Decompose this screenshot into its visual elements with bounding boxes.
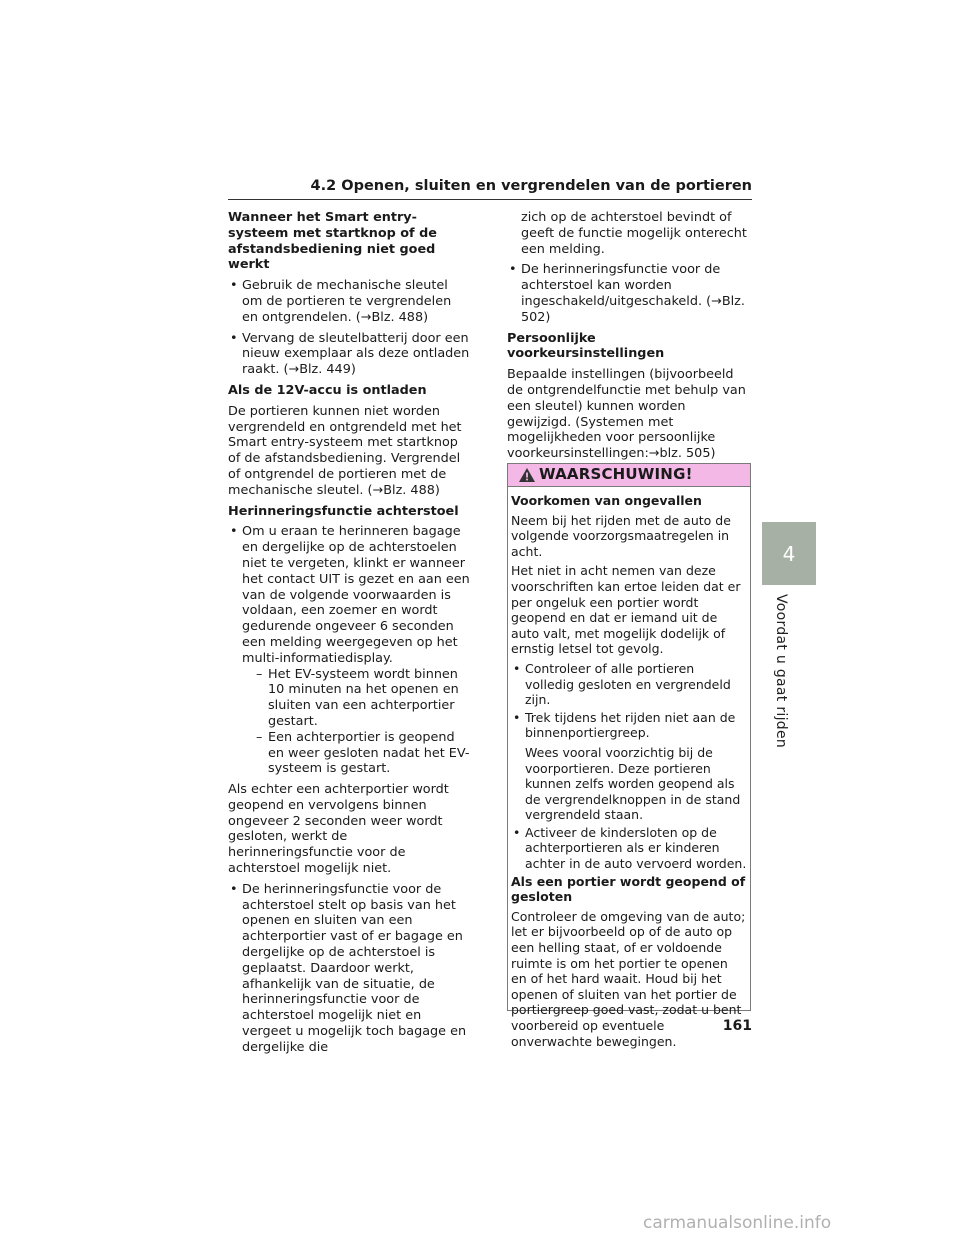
continued-text: zich op de achterstoel bevindt of geeft de functie mogelijk onterecht een melding. — [521, 210, 747, 257]
heading-personal-settings: Persoonlijke voorkeursinstellingen — [507, 330, 665, 362]
chapter-label: Voordat u gaat rijden — [773, 594, 789, 749]
heading-rear-seat-reminder: Herinneringsfunctie achterstoel — [228, 503, 459, 519]
smart-entry-list — [228, 278, 470, 378]
list-item: • De herinneringsfunctie voor de achterstoel stelt op basis van het openen en sluiten van een achterportier vast of er bagage en dergelijke op de achterstoel is geplaatst. Daardoor werkt, afhankelijk van de situatie, de herinneringsfunctie voor de achterstoel mogelijk niet en vergeet u mogelijk toch bagage en dergelijke die — [228, 882, 470, 1056]
list-item: • De herinneringsfunctie voor de achterstoel kan worden ingeschakeld/uitgeschakeld. (→Blz. 502) — [507, 262, 751, 325]
list-item-text: Om u eraan te herinneren bagage en dergelijke op de achterstoelen niet te vergeten, klinkt er wanneer het contact UIT is gezet en aan een van de volgende voorwaarden is voldaan, een zoemer en wordt gedurende ongeveer 6 seconden een melding weergegeven op het multi-informatiedisplay. — [242, 524, 470, 666]
heading-smart-entry: Wanneer het Smart entry-systeem met startknop of de afstandsbediening niet goed werkt — [228, 210, 437, 273]
reminder-list — [228, 882, 470, 1056]
list-item: • Gebruik de mechanische sleutel om de portieren te vergrendelen en ontgrendelen. (→Blz. 488) — [228, 278, 470, 325]
page-number: 161 — [722, 1018, 752, 1034]
sub-list-item: – Een achterportier is geopend en weer gesloten nadat het EV-systeem is gestart. — [242, 730, 470, 777]
list-item — [228, 524, 470, 777]
warning-list-text: Trek tijdens het rijden niet aan de binnenportiergreep. — [525, 709, 736, 741]
warning-list-item: • Controleer of alle portieren volledig gesloten en vergrendeld zijn. — [511, 661, 747, 708]
warning-paragraph: Neem bij het rijden met de auto de volgende voorzorgsmaatregelen in acht. — [511, 512, 731, 559]
warning-body — [508, 487, 750, 1049]
warning-list-item: • Activeer de kindersloten op de achterportieren als er kinderen achter in de auto vervoerd worden. — [511, 825, 747, 872]
warning-title: WAARSCHUWING! — [539, 465, 693, 484]
reminder-toggle-list — [507, 262, 751, 325]
watermark: carmanualsonline.info — [643, 1213, 832, 1233]
condition-list — [242, 667, 470, 778]
left-column — [228, 210, 470, 1061]
warning-paragraph: Het niet in acht nemen van deze voorschriften kan ertoe leiden dat er per ongeluk een portier wordt geopend en dat er iemand uit de auto valt, met mogelijk dodelijk of ernstig letsel tot gevolg. — [511, 563, 741, 657]
warning-heading-door-open: Als een portier wordt geopend of gesloten — [511, 873, 746, 905]
warning-list — [511, 661, 747, 872]
paragraph: Bepaalde instellingen (bijvoorbeeld de ontgrendelfunctie met behulp van een sleutel) kunnen worden gewijzigd. (Systemen met mogelijkheden voor persoonlijke voorkeursinstellingen:→blz. 505) — [507, 367, 746, 462]
paragraph: Als echter een achterportier wordt geopend en vervolgens binnen ongeveer 2 seconden weer wordt gesloten, werkt de herinneringsfunctie voor de achterstoel mogelijk niet. — [228, 782, 449, 877]
warning-note: Wees vooral voorzichtig bij de voorportieren. Deze portieren kunnen zelfs worden geopend als de vergrendelknoppen in de stand vergrendeld staan. — [525, 744, 741, 823]
section-title: 4.2 Openen, sluiten en vergrendelen van de portieren — [310, 178, 752, 194]
warning-header — [508, 464, 750, 487]
warning-paragraph: Controleer de omgeving van de auto; let er bijvoorbeeld op of de auto op een helling staat, of er voldoende ruimte is om het portier te openen en of het hard waait. Houd bij het openen of sluiten van het portier de portiergreep goed vast, zodat u bent voorbereid op eventuele onverwachte bewegingen. — [511, 908, 746, 1049]
right-column — [507, 210, 751, 467]
header-divider — [228, 199, 752, 200]
warning-heading-accidents: Voorkomen van ongevallen — [511, 493, 702, 508]
sub-list-item: – Het EV-systeem wordt binnen 10 minuten na het openen en sluiten van een achterportier gestart. — [242, 667, 470, 730]
warning-list-item — [511, 710, 747, 823]
paragraph: De portieren kunnen niet worden vergrendeld en ontgrendeld met het Smart entry-systeem met startknop of de afstandsbediening. Vergrendel of ontgrendel de portieren met de mechanische sleutel. (→Blz. 488) — [228, 403, 462, 498]
list-item: • Vervang de sleutelbatterij door een nieuw exemplaar als deze ontladen raakt. (→Blz. 449) — [228, 331, 470, 378]
chapter-tab: 4 — [762, 522, 816, 585]
warning-triangle-icon — [518, 467, 536, 483]
heading-12v-battery: Als de 12V-accu is ontladen — [228, 382, 427, 398]
rear-seat-list — [228, 524, 470, 777]
